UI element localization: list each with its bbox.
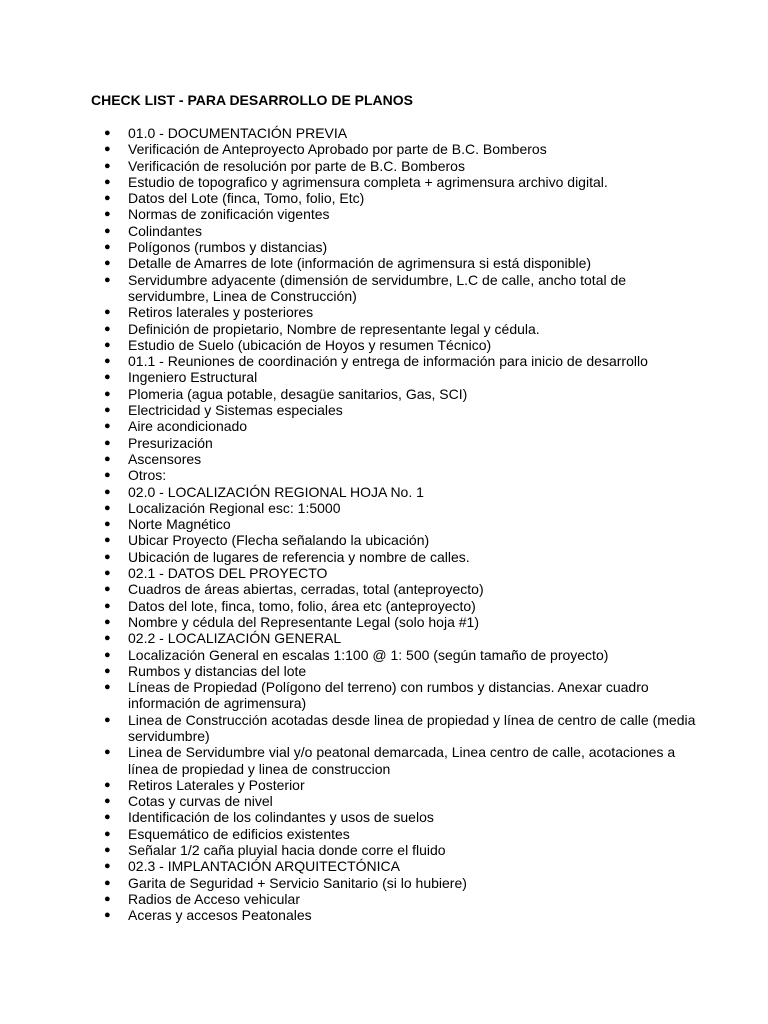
bullet-icon: ● [104, 909, 111, 922]
bullet-icon: ● [104, 257, 111, 270]
checklist-item-text: Aire acondicionado [128, 418, 248, 435]
document-title: CHECK LIST - PARA DESARROLLO DE PLANOS [91, 92, 414, 108]
bullet-icon: ● [104, 778, 111, 791]
bullet-icon: ● [104, 436, 111, 449]
checklist-item [104, 842, 704, 858]
checklist-item [104, 190, 704, 206]
checklist-item [104, 679, 704, 712]
bullet-icon: ● [104, 192, 111, 205]
bullet-icon: ● [104, 143, 111, 156]
bullet-icon: ● [104, 404, 111, 417]
checklist-item [104, 891, 704, 907]
checklist-item [104, 223, 704, 239]
bullet-icon: ● [104, 306, 111, 319]
checklist-item [104, 712, 704, 745]
bullet-icon: ● [104, 583, 111, 596]
checklist-item [104, 549, 704, 565]
checklist-item-text: Normas de zonificación vigentes [128, 206, 330, 223]
checklist-item [104, 369, 704, 385]
checklist-item [104, 353, 704, 369]
checklist-item-text: Datos del Lote (finca, Tomo, folio, Etc) [128, 190, 365, 207]
checklist-item [104, 239, 704, 255]
checklist-item [104, 875, 704, 891]
checklist-item [104, 647, 704, 663]
checklist-item-text: Verificación de resolución por parte de B.C. Bomberos [128, 157, 465, 174]
checklist-item-text: Nombre y cédula del Representante Legal (solo hoja #1) [128, 613, 479, 630]
bullet-icon: ● [104, 632, 111, 645]
bullet-icon: ● [104, 648, 111, 661]
checklist-item [104, 614, 704, 630]
bullet-icon: ● [104, 371, 111, 384]
bullet-icon: ● [104, 420, 111, 433]
bullet-icon: ● [104, 241, 111, 254]
bullet-icon: ● [104, 355, 111, 368]
checklist-item [104, 321, 704, 337]
bullet-icon: ● [104, 452, 111, 465]
checklist [104, 125, 704, 924]
checklist-item-text: Ingeniero Estructural [128, 369, 258, 386]
checklist-item [104, 809, 704, 825]
checklist-item-text: 02.2 - LOCALIZACIÓN GENERAL [128, 630, 342, 647]
checklist-item [104, 158, 704, 174]
bullet-icon: ● [104, 127, 111, 139]
checklist-item-text: Ascensores [128, 450, 202, 467]
bullet-icon: ● [104, 550, 111, 563]
bullet-icon: ● [104, 175, 111, 188]
checklist-item-text: Linea de Construcción acotadas desde linea de propiedad y línea de centro de calle (media servidumbre) [128, 711, 696, 744]
checklist-item [104, 500, 704, 516]
checklist-item [104, 272, 704, 305]
bullet-icon: ● [104, 208, 111, 221]
bullet-icon: ● [104, 159, 111, 172]
checklist-item-text: Estudio de Suelo (ubicación de Hoyos y resumen Técnico) [128, 336, 492, 353]
checklist-item [104, 858, 704, 874]
checklist-item-text: Detalle de Amarres de lote (información de agrimensura si está disponible) [128, 255, 592, 272]
checklist-item-text: Polígonos (rumbos y distancias) [128, 239, 328, 256]
checklist-item [104, 418, 704, 434]
checklist-item [104, 125, 704, 141]
checklist-item-text: Retiros laterales y posteriores [128, 304, 314, 321]
checklist-item [104, 304, 704, 320]
bullet-icon: ● [104, 567, 111, 580]
checklist-item [104, 435, 704, 451]
checklist-item [104, 467, 704, 483]
checklist-item-text: Señalar 1/2 caña pluyial hacia donde corre el fluido [128, 842, 446, 859]
checklist-item [104, 402, 704, 418]
bullet-icon: ● [104, 599, 111, 612]
checklist-item-text: 02.0 - LOCALIZACIÓN REGIONAL HOJA No. 1 [128, 483, 424, 500]
bullet-icon: ● [104, 713, 111, 726]
bullet-icon: ● [104, 795, 111, 808]
checklist-item [104, 777, 704, 793]
checklist-item-text: Localización General en escalas 1:100 @ 1: 500 (según tamaño de proyecto) [128, 646, 609, 663]
checklist-item-text: Otros: [128, 467, 167, 484]
checklist-item-text: Esquemático de edificios existentes [128, 825, 350, 842]
checklist-item [104, 581, 704, 597]
bullet-icon: ● [104, 338, 111, 351]
bullet-icon: ● [104, 273, 111, 286]
checklist-item-text: Líneas de Propiedad (Polígono del terreno) con rumbos y distancias. Anexar cuadro información de agrimensura) [128, 679, 649, 712]
checklist-item-text: Garita de Seguridad + Servicio Sanitario (si lo hubiere) [128, 874, 467, 891]
checklist-item-text: Rumbos y distancias del lote [128, 662, 307, 679]
checklist-item [104, 826, 704, 842]
checklist-item [104, 532, 704, 548]
bullet-icon: ● [104, 876, 111, 889]
checklist-item [104, 630, 704, 646]
checklist-item-text: Linea de Servidumbre vial y/o peatonal demarcada, Linea centro de calle, acotaciones a línea de propiedad y linea de construccion [128, 744, 676, 777]
checklist-item-text: Cotas y curvas de nivel [128, 793, 273, 810]
checklist-item-text: Radios de Acceso vehicular [128, 890, 300, 907]
checklist-item-text: Ubicar Proyecto (Flecha señalando la ubicación) [128, 532, 430, 549]
checklist-item [104, 174, 704, 190]
checklist-item-text: 01.0 - DOCUMENTACIÓN PREVIA [128, 125, 348, 141]
checklist-item-text: Definición de propietario, Nombre de representante legal y cédula. [128, 320, 540, 337]
bullet-icon: ● [104, 485, 111, 498]
checklist-item [104, 484, 704, 500]
checklist-item-text: Verificación de Anteproyecto Aprobado por parte de B.C. Bomberos [128, 141, 547, 158]
checklist-item [104, 744, 704, 777]
checklist-item-text: 02.3 - IMPLANTACIÓN ARQUITECTÓNICA [128, 858, 401, 875]
checklist-item [104, 255, 704, 271]
bullet-icon: ● [104, 681, 111, 694]
checklist-item-text: 02.1 - DATOS DEL PROYECTO [128, 565, 328, 582]
checklist-item-text: Servidumbre adyacente (dimensión de servidumbre, L.C de calle, ancho total de servidumbre, Linea de Construcción) [128, 271, 627, 304]
checklist-item-text: Ubicación de lugares de referencia y nombre de calles. [128, 548, 470, 565]
checklist-item-text: Aceras y accesos Peatonales [128, 907, 312, 924]
checklist-item [104, 337, 704, 353]
checklist-item-text: Cuadros de áreas abiertas, cerradas, total (anteproyecto) [128, 581, 484, 598]
checklist-item [104, 141, 704, 157]
bullet-icon: ● [104, 615, 111, 628]
checklist-item-text: Plomeria (agua potable, desagüe sanitarios, Gas, SCI) [128, 385, 468, 402]
checklist-item-text: Colindantes [128, 222, 202, 239]
bullet-icon: ● [104, 518, 111, 531]
checklist-item-text: Datos del lote, finca, tomo, folio, área etc (anteproyecto) [128, 597, 476, 614]
checklist-item-text: Identificación de los colindantes y usos de suelos [128, 809, 434, 826]
checklist-item [104, 565, 704, 581]
checklist-item-text: Electricidad y Sistemas especiales [128, 402, 343, 419]
checklist-item [104, 663, 704, 679]
bullet-icon: ● [104, 664, 111, 677]
bullet-icon: ● [104, 892, 111, 905]
checklist-item [104, 907, 704, 923]
checklist-item [104, 206, 704, 222]
checklist-item-text: Retiros Laterales y Posterior [128, 776, 305, 793]
bullet-icon: ● [104, 860, 111, 873]
checklist-item [104, 598, 704, 614]
bullet-icon: ● [104, 844, 111, 857]
bullet-icon: ● [104, 534, 111, 547]
checklist-item-text: Presurización [128, 434, 213, 451]
checklist-item [104, 516, 704, 532]
checklist-item-text: Estudio de topografico y agrimensura completa + agrimensura archivo digital. [128, 173, 608, 190]
bullet-icon: ● [104, 387, 111, 400]
bullet-icon: ● [104, 224, 111, 237]
checklist-item-text: 01.1 - Reuniones de coordinación y entrega de información para inicio de desarrollo [128, 353, 648, 370]
bullet-icon: ● [104, 469, 111, 482]
checklist-item [104, 793, 704, 809]
bullet-icon: ● [104, 746, 111, 759]
checklist-item-text: Norte Magnético [128, 516, 231, 533]
checklist-item [104, 386, 704, 402]
bullet-icon: ● [104, 322, 111, 335]
bullet-icon: ● [104, 501, 111, 514]
checklist-item [104, 451, 704, 467]
bullet-icon: ● [104, 827, 111, 840]
checklist-item-text: Localización Regional esc: 1:5000 [128, 499, 341, 516]
bullet-icon: ● [104, 811, 111, 824]
